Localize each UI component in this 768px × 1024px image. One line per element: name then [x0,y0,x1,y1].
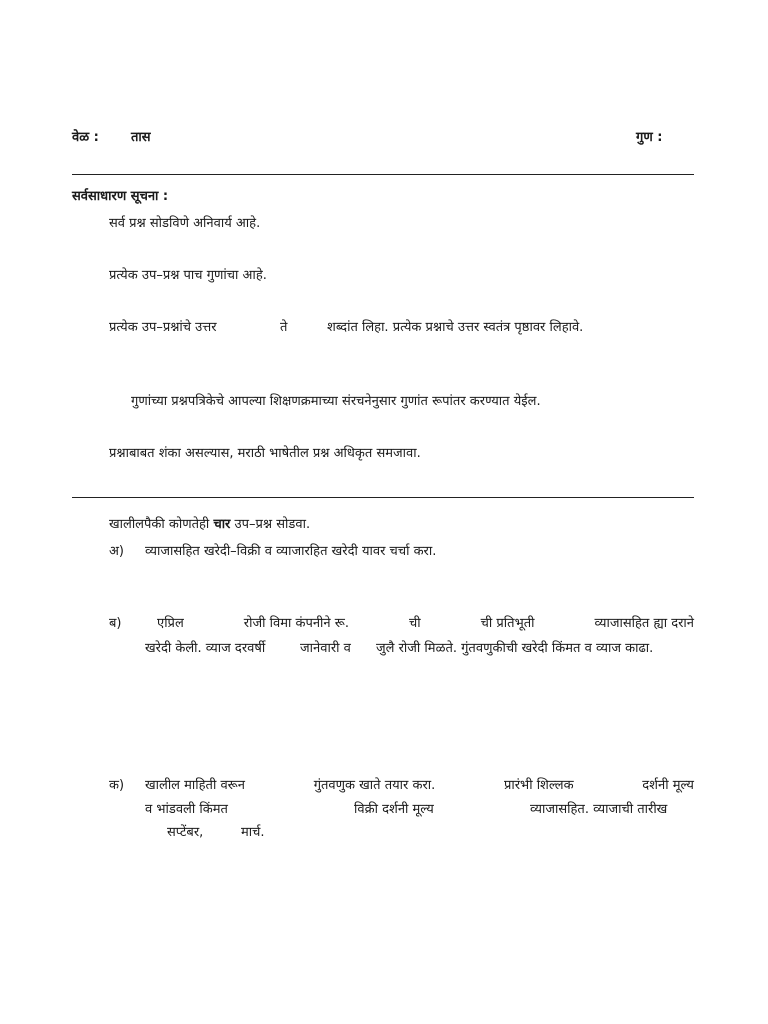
question-b-line-1-part: व्याजासहित ह्या दराने [594,616,694,631]
question-c-line-3-part-1: सप्टेंबर, [167,825,204,840]
section-divider [72,497,694,498]
instruction-line-1: सर्व प्रश्न सोडविणे अनिवार्य आहे. [109,216,261,231]
question-a-text: व्याजासहित खरेदी–विक्री व व्याजारहित खरेदी यावर चर्चा करा. [145,544,437,559]
instructions-heading: सर्वसाधारण सूचना : [72,189,169,204]
question-c-line-1-part: गुंतवणुक खाते तयार करा. [313,778,436,793]
time-label: वेळ : [72,130,99,145]
question-c-line-2-part-1: व भांडवली किंमत [145,802,228,817]
instruction-line-3-part-1: प्रत्येक उप–प्रश्नांचे उत्तर [109,320,217,335]
question-c-line-1 [145,775,694,793]
question-c-line-1-part: दर्शनी मूल्य [642,778,694,793]
instruction-line-3-part-2: ते [280,320,288,335]
time-unit: तास [131,130,151,145]
instruction-line-4: गुणांच्या प्रश्नपत्रिकेचे आपल्या शिक्षणक्रमाच्या संरचनेनुसार गुणांत रूपांतर करण्यात येईल. [131,394,541,409]
section-intro [109,514,310,532]
question-b-marker: ब) [109,616,122,631]
question-c-line-1-part: प्रारंभी शिल्लक [503,778,574,793]
section-intro-before: खालीलपैकी कोणतेही [109,517,214,532]
question-b-line-1-part: रोजी विमा कंपनीने रू. [243,616,350,631]
question-b-line-2-part-2: जानेवारी व [300,641,351,656]
question-c-line-2-part-3: व्याजासहित. व्याजाची तारीख [530,802,668,817]
section-intro-bold: चार [213,517,231,532]
question-c-line-2-part-2: विक्री दर्शनी मूल्य [354,802,434,817]
marks-label: गुण : [636,130,663,145]
instruction-line-5: प्रश्नाबाबत शंका असल्यास, मराठी भाषेतील प्रश्न अधिकृत समजावा. [109,446,421,461]
instruction-line-2: प्रत्येक उप–प्रश्न पाच गुणांचा आहे. [109,268,267,283]
question-b-line-1 [157,613,694,631]
question-a-marker: अ) [109,544,125,559]
question-c-line-1-part: खालील माहिती वरून [145,778,245,793]
question-c-marker: क) [109,778,125,793]
section-intro-after: उप–प्रश्न सोडवा. [230,517,311,532]
instruction-line-3-part-3: शब्दांत लिहा. प्रत्येक प्रश्नाचे उत्तर स्वतंत्र पृष्ठावर लिहावे. [327,320,584,335]
question-c-line-3-part-2: मार्च. [241,825,265,840]
question-b-line-1-part: एप्रिल [157,616,184,631]
question-b-line-2-part-3: जुलै रोजी मिळते. गुंतवणुकीची खरेदी किंमत व व्याज काढा. [376,641,654,656]
question-b-line-1-part: ची [409,616,421,631]
question-b-line-1-part: ची प्रतिभूती [480,616,535,631]
header-divider [72,174,694,175]
question-b-line-2-part-1: खरेदी केली. व्याज दरवर्षी [145,641,266,656]
